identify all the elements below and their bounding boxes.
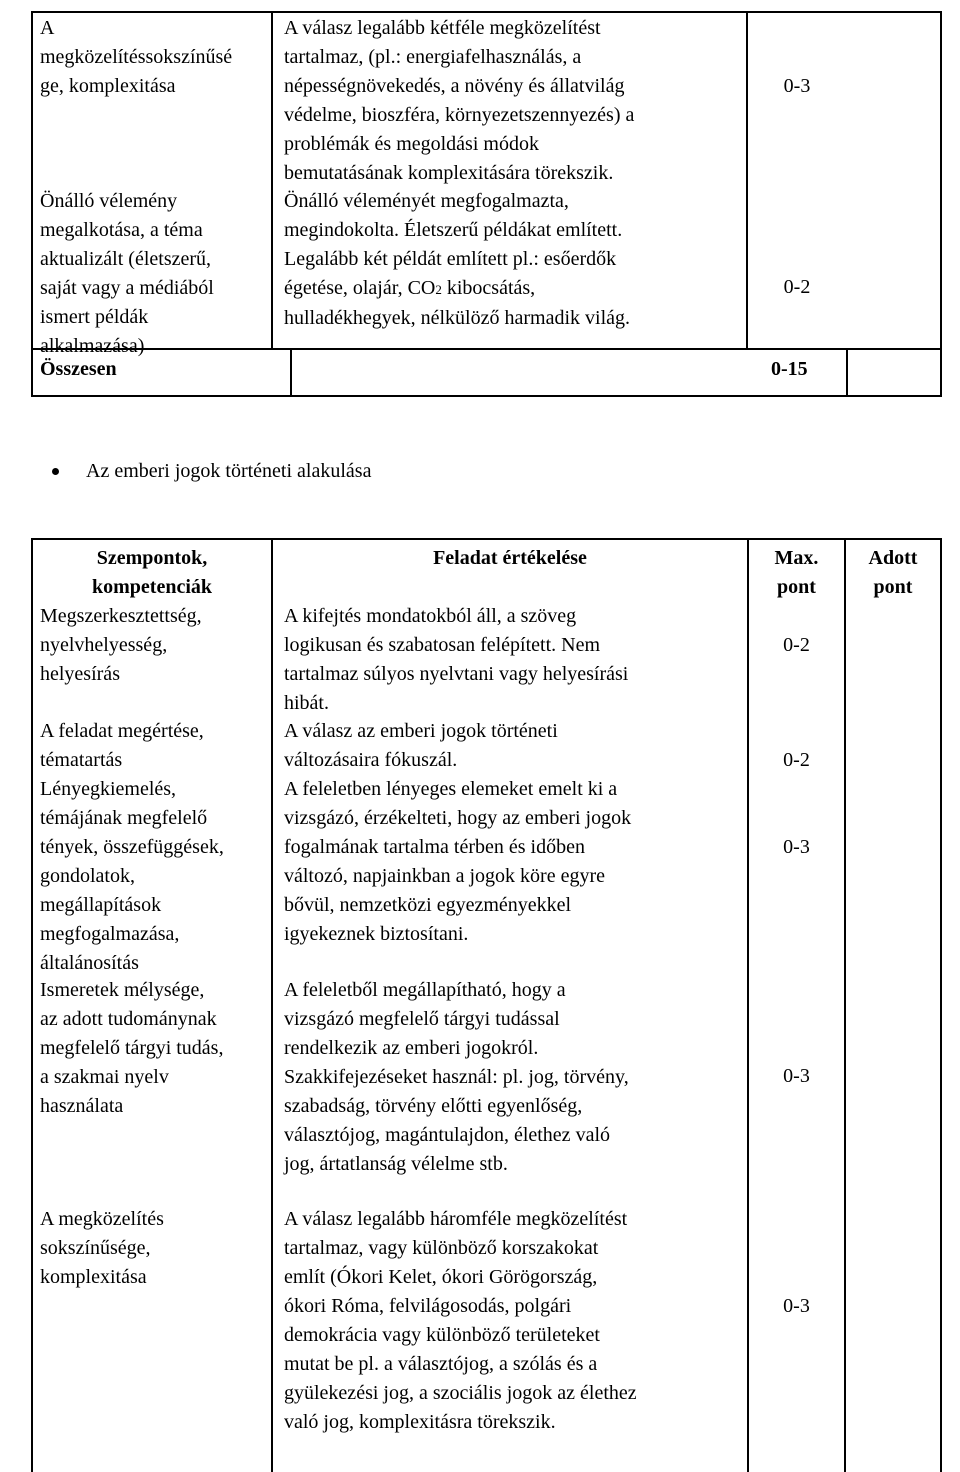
lower-scoring-table — [31, 538, 942, 1472]
header-max-points: Max. pont — [774, 547, 819, 598]
points-cell: 0-2 — [783, 276, 811, 298]
description-co2-line — [284, 274, 744, 304]
points-cell: 0-3 — [783, 836, 810, 858]
table-border-right — [940, 11, 942, 397]
description-cell: A kifejtés mondatokból áll, a szöveg logikusan és szabatosan felépített. Nem tartalmaz súlyos nyelvtani vagy helyesírási hibát. — [284, 605, 629, 714]
criterion-cell: Ismeretek mélysége, az adott tudománynak megfelelő tárgyi tudás, a szakmai nyelv használata — [40, 979, 224, 1117]
description-cell: A válasz legalább kétféle megközelítést tartalmaz, (pl.: energiafelhasználás, a népességnövekedés, a növény és állatvilág védelme, bioszféra, környezetszennyezés) a problémák és megoldási módok bemutatásának komplexitására törekszik. — [284, 17, 635, 184]
header-evaluation: Feladat értékelése — [433, 547, 587, 569]
description-text: égetése, olajár, CO — [284, 277, 436, 299]
points-cell: 0-2 — [783, 634, 810, 656]
table-border-left — [31, 11, 33, 397]
total-points: 0-15 — [771, 358, 808, 380]
criterion-cell: Megszerkesztettség, nyelvhelyesség, helyesírás — [40, 605, 202, 685]
description-text: kibocsátás, — [441, 277, 536, 299]
table-border-left — [31, 538, 33, 1472]
description-cell: A feleletből megállapítható, hogy a vizsgázó megfelelő tárgyi tudással rendelkezik az emberi jogokról. Szakkifejezéseket használ: pl. jog, törvény, szabadság, törvény előtti egyenlőség, választójog, magántulajdon, élethez való jog, ártatlanság vélelme stb. — [284, 979, 629, 1175]
criterion-cell: Lényegkiemelés, témájának megfelelő tények, összefüggések, gondolatok, megállapítások megfogalmazása, általánosítás — [40, 778, 224, 974]
column-divider — [747, 538, 749, 1472]
points-cell: 0-3 — [783, 75, 811, 97]
description-cell: A válasz az emberi jogok történeti változásaira fókuszál. — [284, 720, 558, 771]
description-text: Önálló véleményét megfogalmazta, megindokolta. Életszerű példákat említett. Legalább két példát említett pl.: esőerdők — [284, 190, 623, 270]
description-cell: A válasz legalább háromféle megközelítést tartalmaz, vagy különböző korszakokat említ (Ókori Kelet, ókori Görögország, ókori Róma, felvilágosodás, polgári demokrácia vagy különböző területeket mutat be pl. a választójog, a szólás és a gyülekezési jog, a szociális jogok az élethez való jog, komplexitásra törekszik. — [284, 1208, 637, 1433]
upper-scoring-table — [31, 11, 942, 397]
co2-subscript: 2 — [435, 282, 442, 297]
bullet-icon — [52, 468, 59, 475]
criterion-cell: A megközelítés sokszínűsége, komplexitása — [40, 1208, 164, 1288]
description-cell: A feleletben lényeges elemeket emelt ki a vizsgázó, érzékelteti, hogy az emberi jogok fogalmának tartalma térben és időben változó, napjainkban a jogok köre egyre bővül, nemzetközi egyezményekkel igyekeznek biztosítani. — [284, 778, 632, 945]
description-text: hulladékhegyek, nélkülöző harmadik világ. — [284, 307, 631, 329]
table-border-top — [31, 538, 942, 540]
column-divider — [290, 348, 292, 397]
header-criteria: Szempontok, kompetenciák — [92, 547, 212, 598]
criterion-cell: A feladat megértése, tématartás — [40, 720, 204, 771]
total-label: Összesen — [40, 358, 117, 380]
column-divider — [844, 538, 846, 1472]
points-cell: 0-3 — [783, 1295, 810, 1317]
section-title: Az emberi jogok történeti alakulása — [86, 460, 372, 482]
points-cell: 0-2 — [783, 749, 810, 771]
points-cell: 0-3 — [783, 1065, 810, 1087]
criterion-cell: A megközelítéssokszínűsé ge, komplexitása — [40, 17, 233, 97]
column-divider — [846, 348, 848, 397]
description-cell — [284, 187, 744, 333]
table-border-bottom — [31, 395, 942, 397]
criterion-cell: Önálló vélemény megalkotása, a téma aktualizált (életszerű, saját vagy a médiából ismert példák alkalmazása) — [40, 190, 214, 357]
table-border-right — [940, 538, 942, 1472]
column-divider — [271, 11, 273, 348]
header-given-points: Adott pont — [868, 547, 918, 598]
table-border-top — [31, 11, 942, 13]
column-divider — [271, 538, 273, 1472]
